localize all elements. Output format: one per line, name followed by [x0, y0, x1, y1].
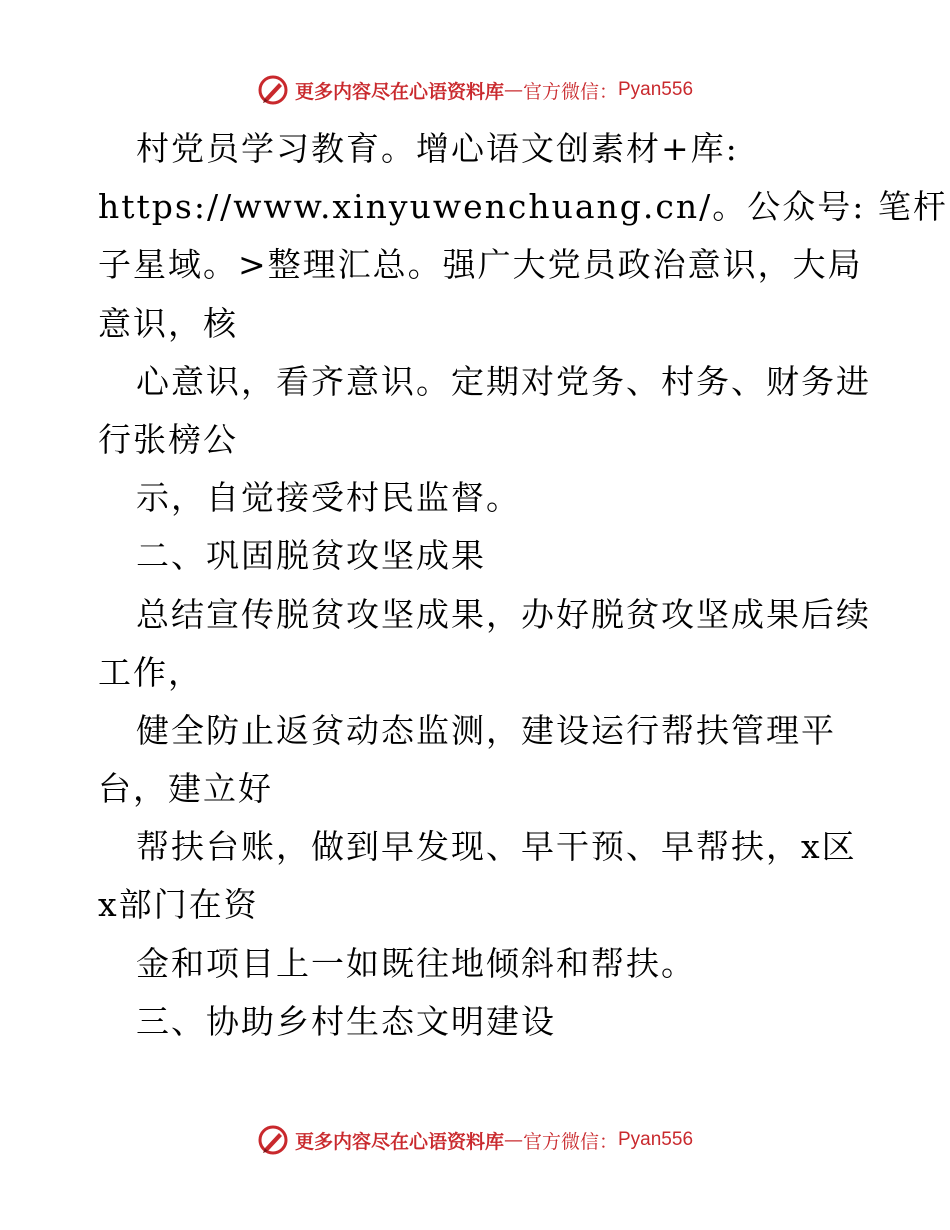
text-line: 金和项目上一如既往地倾斜和帮扶。	[136, 943, 696, 983]
header-account: Pyan556	[618, 79, 694, 100]
footer-wechat-label: 官方微信：	[522, 1130, 618, 1153]
text-line: 工作，	[98, 652, 203, 692]
text-line: 村党员学习教育。增心语文创素材+库:	[136, 129, 739, 168]
header-separator: —	[503, 79, 523, 101]
footer-brand: 更多内容尽在心语资料库	[294, 1130, 504, 1153]
text-line: 总结宣传脱贫攻坚成果，办好脱贫攻坚成果后续	[136, 594, 871, 634]
text-line: 意识，核	[98, 303, 238, 343]
text-line: 帮扶台账，做到早发现、早干预、早帮扶，x区	[136, 827, 857, 867]
footer-account: Pyan556	[618, 1129, 694, 1150]
text-line: 台，建立好	[98, 769, 273, 809]
section-heading: 三、协助乡村生态文明建设	[136, 1001, 556, 1041]
footer-separator: —	[503, 1129, 523, 1151]
text-line: x部门在资	[98, 885, 259, 925]
footer-watermark	[0, 1123, 950, 1157]
text-line: 行张榜公	[98, 419, 238, 459]
pen-logo-icon	[257, 74, 289, 106]
document-body	[98, 120, 948, 1051]
text-line: 心意识，看齐意识。定期对党务、村务、财务进	[136, 361, 871, 401]
text-line: 示，自觉接受村民监督。	[136, 478, 521, 518]
header-watermark	[0, 73, 950, 107]
pen-logo-icon	[257, 1124, 289, 1156]
text-line: 子星域。>整理汇总。强广大党员政治意识，大局	[98, 245, 863, 285]
header-wechat-label: 官方微信：	[522, 80, 618, 103]
text-line: 健全防止返贫动态监测，建设运行帮扶管理平	[136, 710, 836, 750]
section-heading: 二、巩固脱贫攻坚成果	[136, 536, 486, 576]
header-brand: 更多内容尽在心语资料库	[294, 80, 504, 103]
text-line: https://www.xinyuwenchuang.cn/。公众号: 笔杆	[98, 187, 948, 227]
